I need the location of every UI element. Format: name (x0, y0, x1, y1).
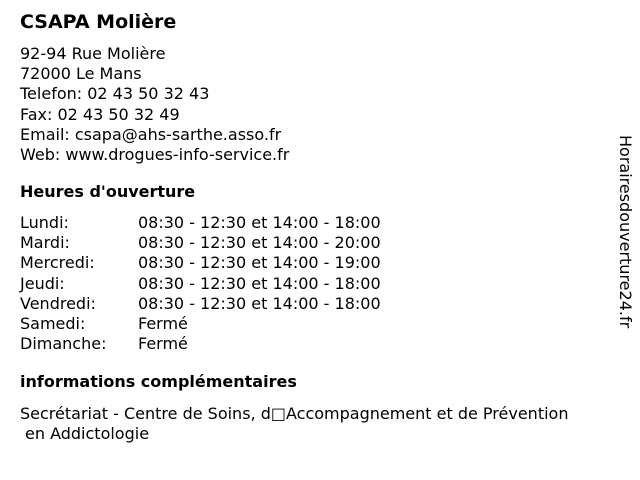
hours-value: 08:30 - 12:30 et 14:00 - 18:00 (138, 273, 381, 293)
address-block (20, 44, 620, 165)
info-line: Secrétariat - Centre de Soins, d□Accompagnement et de Prévention (20, 404, 569, 423)
hours-value: Fermé (138, 313, 188, 333)
day-label: Dimanche: (20, 334, 107, 354)
street-address: 92-94 Rue Molière (20, 44, 166, 63)
hours-value: 08:30 - 12:30 et 14:00 - 19:00 (138, 253, 381, 273)
city: 72000 Le Mans (20, 64, 142, 84)
page-title: CSAPA Molière (20, 11, 177, 33)
additional-info-heading: informations complémentaires (20, 372, 297, 391)
website: Web: www.drogues-info-service.fr (20, 145, 290, 165)
additional-info-text (20, 404, 620, 444)
day-label: Jeudi: (20, 273, 65, 293)
day-label: Lundi: (20, 213, 69, 232)
day-label: Samedi: (20, 313, 86, 333)
phone-number: Telefon: 02 43 50 32 43 (20, 84, 210, 104)
day-label: Mardi: (20, 233, 70, 253)
hours-value: 08:30 - 12:30 et 14:00 - 20:00 (138, 233, 381, 253)
day-label: Mercredi: (20, 253, 95, 273)
site-watermark: Horairesdouverture24.fr (616, 135, 635, 329)
opening-hours-heading: Heures d'ouverture (20, 182, 196, 201)
day-label: Vendredi: (20, 293, 96, 313)
fax-number: Fax: 02 43 50 32 49 (20, 104, 180, 124)
opening-hours-card (20, 8, 620, 444)
hours-value: 08:30 - 12:30 et 14:00 - 18:00 (138, 293, 381, 313)
info-line: en Addictologie (25, 424, 150, 444)
hours-value: 08:30 - 12:30 et 14:00 - 18:00 (138, 213, 381, 232)
email-address: Email: csapa@ahs-sarthe.asso.fr (20, 124, 282, 144)
hours-value: Fermé (138, 334, 188, 354)
